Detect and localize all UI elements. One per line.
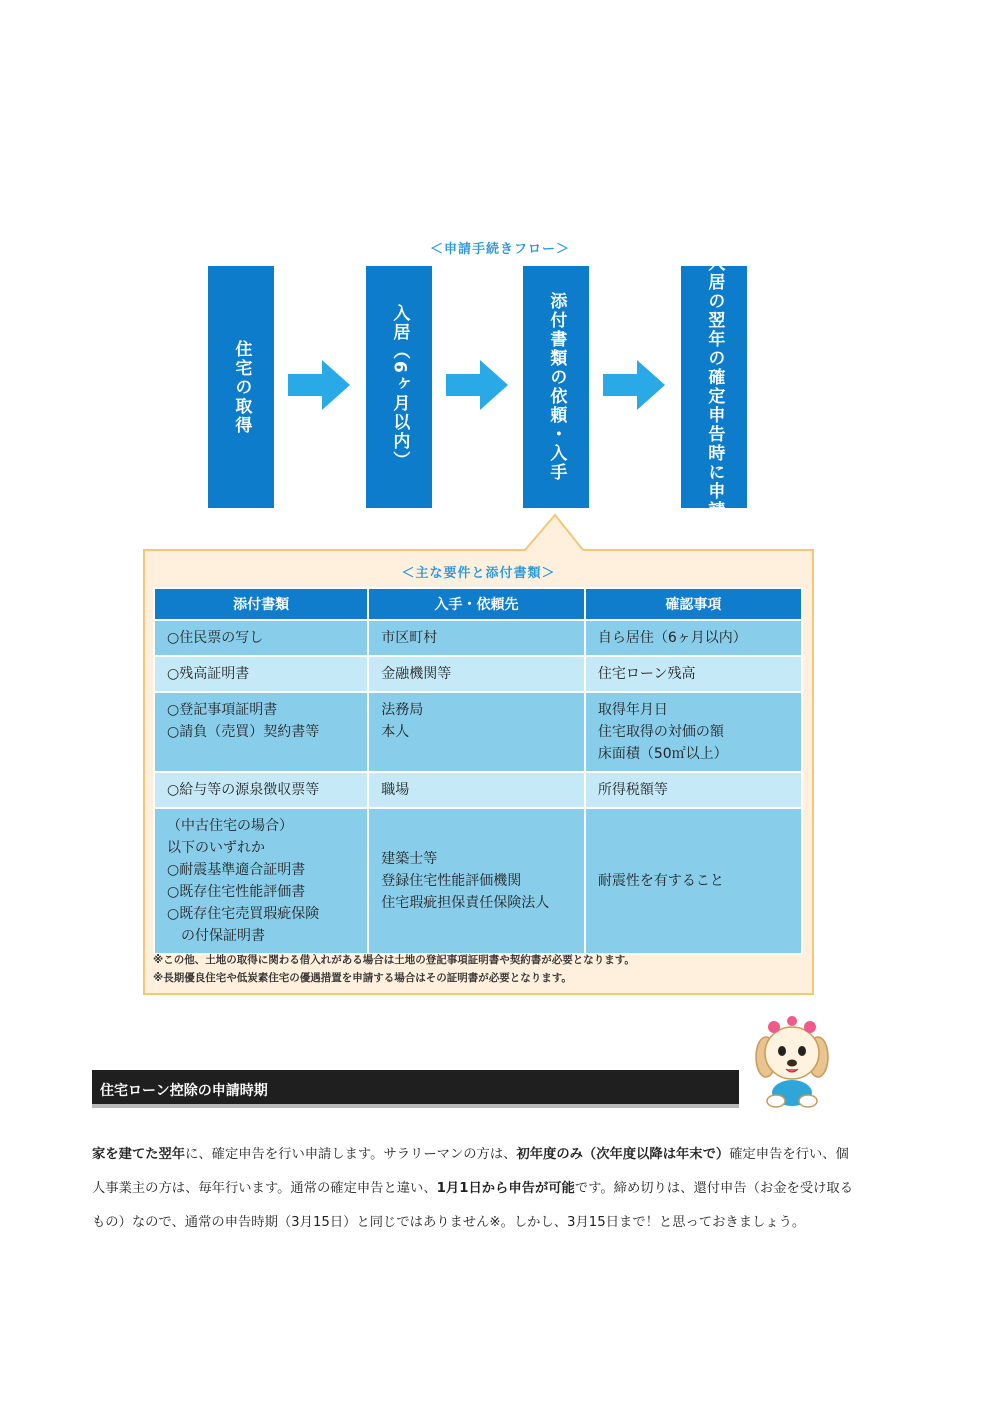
text-run: 確定申告を行い、個人事業主の方は、毎年行います。通常の確定申告と違い、 xyxy=(92,1147,849,1196)
requirements-title: ＜主な要件と添付書類＞ xyxy=(401,566,556,581)
bold-phrase: 1月1日から申告が可能 xyxy=(436,1181,575,1196)
check-cell: 耐震性を有すること xyxy=(585,808,802,954)
check-cell: 住宅ローン残高 xyxy=(585,656,802,692)
table-header-row xyxy=(154,588,802,620)
table-row xyxy=(154,692,802,772)
section-heading: 住宅ローン控除の申請時期 xyxy=(92,1070,739,1108)
check-cell: 取得年月日 住宅取得の対価の額 床面積（50㎡以上） xyxy=(585,692,802,772)
column-header-documents: 添付書類 xyxy=(154,588,368,620)
flow-step-documents xyxy=(523,266,589,508)
source-cell: 市区町村 xyxy=(368,620,585,656)
arrow-right-icon xyxy=(603,360,665,410)
documents-cell: （中古住宅の場合） 以下のいずれか ○耐震基準適合証明書 ○既存住宅性能評価書 ○既存住宅売買瑕疵保険 の付保証明書 xyxy=(154,808,368,954)
source-cell: 法務局 本人 xyxy=(368,692,585,772)
flow-step-label: 住宅の取得 xyxy=(231,339,252,435)
callout-notch xyxy=(0,0,1000,600)
check-cell: 所得税額等 xyxy=(585,772,802,808)
text-run: に、確定申告を行い申請します。サラリーマンの方は、 xyxy=(185,1147,517,1162)
arrow-right-icon xyxy=(288,360,350,410)
flow-step-move-in xyxy=(366,266,432,508)
check-cell: 自ら居住（6ヶ月以内） xyxy=(585,620,802,656)
bold-phrase: 家を建てた翌年 xyxy=(92,1147,186,1162)
flow-step-label: 入居（6ヶ月以内） xyxy=(389,304,410,470)
requirements-notes xyxy=(153,951,635,987)
flow-step-apply xyxy=(681,254,747,520)
source-cell: 建築士等 登録住宅性能評価機関 住宅瑕疵担保責任保険法人 xyxy=(368,808,585,954)
dog-mascot-icon xyxy=(752,1013,832,1109)
documents-cell: ○残高証明書 xyxy=(154,656,368,692)
flow-step-label: 添付書類の依頼・入手 xyxy=(546,292,567,482)
section-paragraph xyxy=(92,1138,862,1240)
table-row xyxy=(154,656,802,692)
column-header-source: 入手・依頼先 xyxy=(368,588,585,620)
documents-cell: ○住民票の写し xyxy=(154,620,368,656)
text-run: です。締め切りは、還付申告（お金を受け取るもの）なので、通常の申告時期（3月15日）と同じではありません※。しかし、3月15日まで！と思っておきましょう。 xyxy=(92,1181,854,1230)
flow-step-label: 入居の翌年の確定申告時に申請 xyxy=(704,254,725,520)
table-row xyxy=(154,808,802,954)
arrow-right-icon xyxy=(446,360,508,410)
note-line: ※長期優良住宅や低炭素住宅の優遇措置を申請する場合はその証明書が必要となります。 xyxy=(153,972,572,984)
requirements-table xyxy=(153,587,803,955)
table-row xyxy=(154,620,802,656)
bold-phrase: 初年度のみ（次年度以降は年末で） xyxy=(516,1147,730,1162)
documents-cell: ○給与等の源泉徴収票等 xyxy=(154,772,368,808)
documents-cell: ○登記事項証明書 ○請負（売買）契約書等 xyxy=(154,692,368,772)
flow-title: ＜申請手続きフロー＞ xyxy=(429,242,570,257)
column-header-check: 確認事項 xyxy=(585,588,802,620)
source-cell: 金融機関等 xyxy=(368,656,585,692)
table-row xyxy=(154,772,802,808)
note-line: ※この他、土地の取得に関わる借入れがある場合は土地の登記事項証明書や契約書が必要となります。 xyxy=(153,954,635,966)
flow-step-acquisition xyxy=(208,266,274,508)
source-cell: 職場 xyxy=(368,772,585,808)
